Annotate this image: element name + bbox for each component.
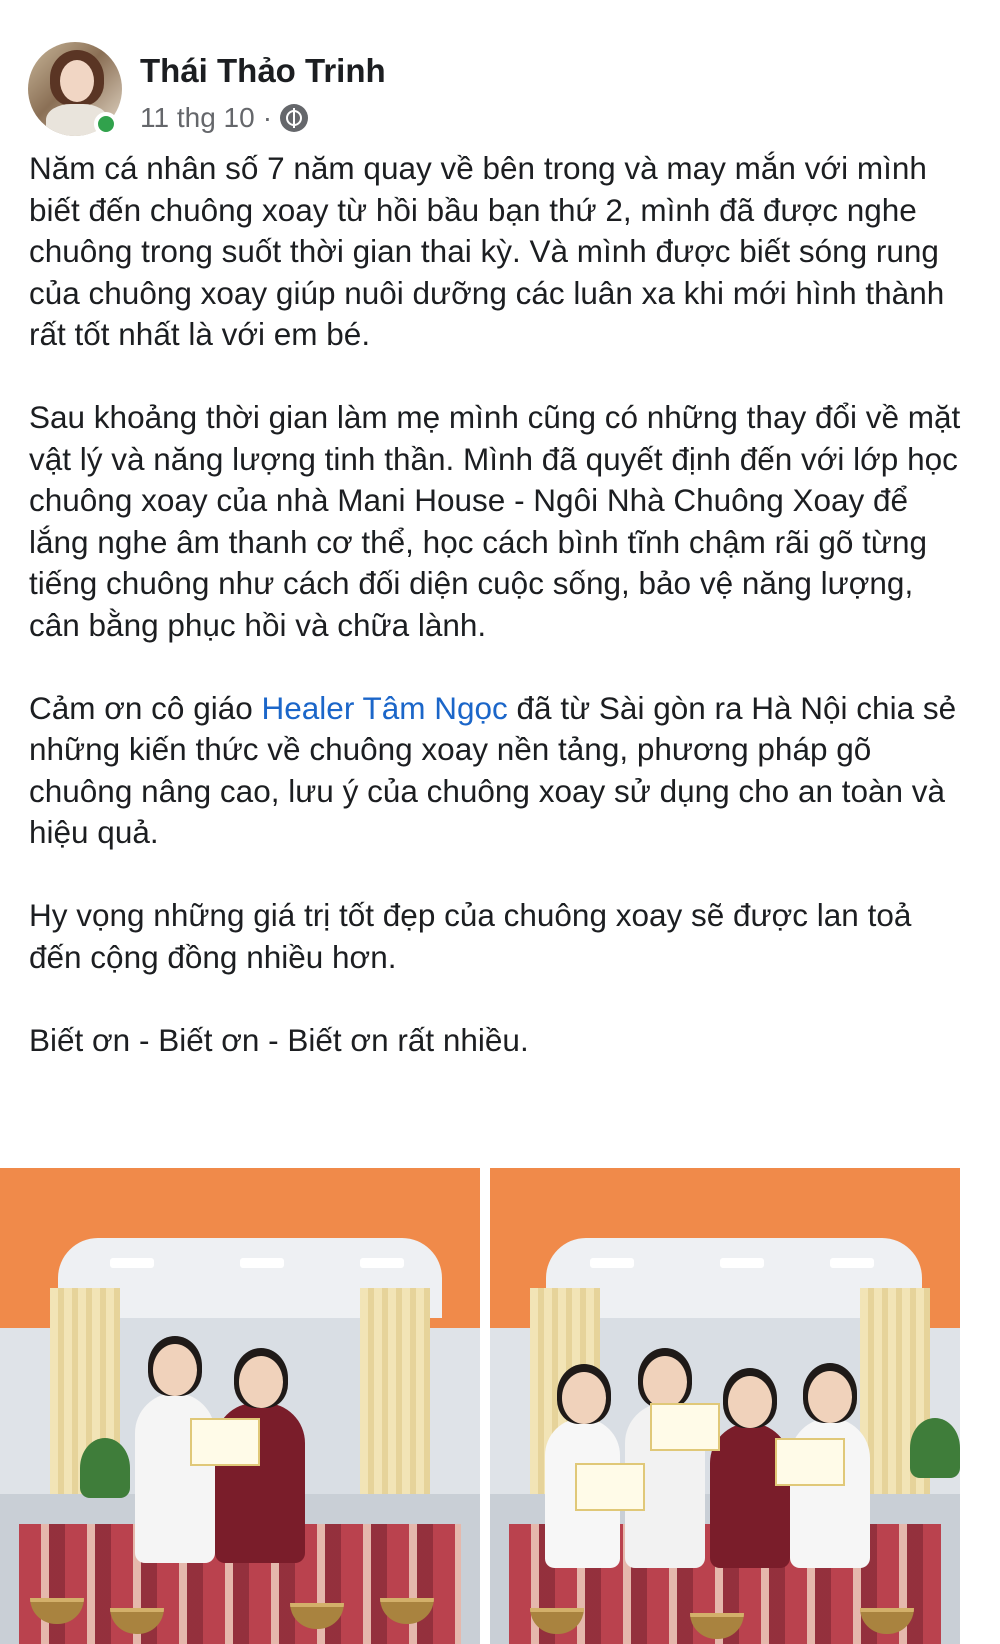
plant xyxy=(910,1418,960,1478)
author-name[interactable]: Thái Thảo Trinh xyxy=(140,52,386,89)
ceiling-light xyxy=(110,1258,154,1268)
paragraph-2: Sau khoảng thời gian làm mẹ mình cũng có những thay đổi về mặt vật lý và năng lượng tinh thần. Mình đã quyết định đến với lớp học chuông xoay của nhà Mani House - Ngôi Nhà Chuông Xoay để lắng nghe âm thanh cơ thể, học cách bình tĩnh chậm rãi gõ từng tiếng chuông như cách đối diện cuộc sống, bảo vệ năng lượng, cân bằng phục hồi và chữa lành. xyxy=(29,399,961,643)
person-head xyxy=(239,1356,283,1408)
person-head xyxy=(808,1371,852,1423)
ceiling-light xyxy=(590,1258,634,1268)
person-head xyxy=(153,1344,197,1396)
meta-separator: · xyxy=(262,102,273,133)
ceiling-light xyxy=(240,1258,284,1268)
photo-1[interactable] xyxy=(0,1168,480,1644)
paragraph-4: Hy vọng những giá trị tốt đẹp của chuông xoay sẽ được lan toả đến cộng đồng nhiều hơn. xyxy=(29,897,912,975)
certificate xyxy=(775,1438,845,1486)
ceiling-light xyxy=(360,1258,404,1268)
post-meta xyxy=(140,102,308,134)
photo-2[interactable] xyxy=(490,1168,960,1644)
plant xyxy=(80,1438,130,1498)
person-head xyxy=(643,1356,687,1408)
certificate xyxy=(650,1403,720,1451)
person-head xyxy=(562,1372,606,1424)
post-timestamp[interactable]: 11 thg 10 xyxy=(140,102,255,133)
post-text xyxy=(29,148,969,1103)
paragraph-5: Biết ơn - Biết ơn - Biết ơn rất nhiều. xyxy=(29,1021,529,1058)
certificate xyxy=(190,1418,260,1466)
paragraph-3-start: Cảm ơn cô giáo xyxy=(29,689,262,726)
person-head xyxy=(728,1376,772,1428)
ceiling-light xyxy=(720,1258,764,1268)
paragraph-3-end: đã từ Sài gòn ra Hà Nội chia sẻ những kiến thức về chuông xoay nền tảng, phương pháp gõ chuông nâng cao, lưu ý của chuông xoay sử dụng cho an toàn và hiệu quả. xyxy=(29,689,957,850)
photo-grid xyxy=(0,1168,1000,1644)
certificate xyxy=(575,1463,645,1511)
avatar-face xyxy=(60,60,94,102)
post-header xyxy=(28,42,928,142)
paragraph-1: Năm cá nhân số 7 năm quay về bên trong và may mắn với mình biết đến chuông xoay từ hồi bầu bạn thứ 2, mình đã được nghe chuông trong suốt thời gian thai kỳ. Và mình được biết sóng rung của chuông xoay giúp nuôi dưỡng các luân xa khi mới hình thành rất tốt nhất là với em bé. xyxy=(29,150,945,352)
globe-icon[interactable] xyxy=(280,104,308,132)
paragraph-3 xyxy=(29,688,969,854)
online-status-icon xyxy=(94,112,118,136)
tagged-user-link[interactable]: Healer Tâm Ngọc xyxy=(261,689,508,726)
ceiling-light xyxy=(830,1258,874,1268)
